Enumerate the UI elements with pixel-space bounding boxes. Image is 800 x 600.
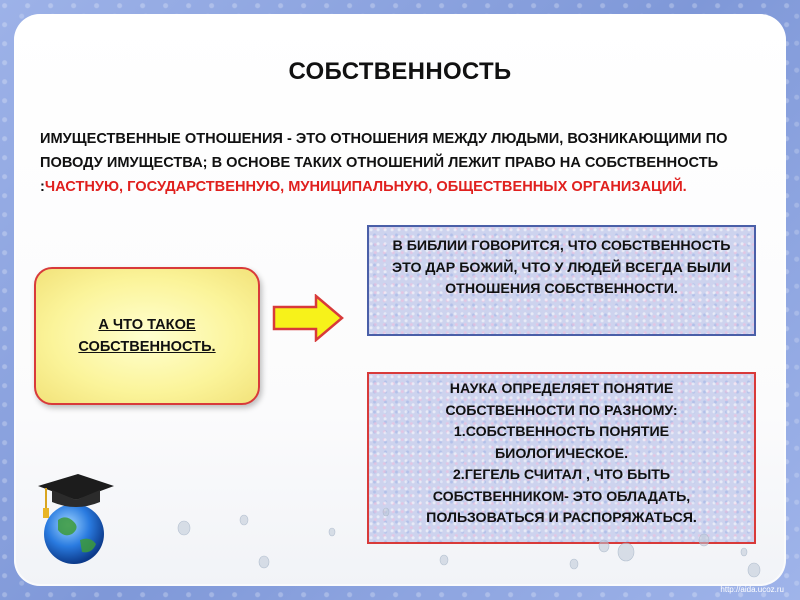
question-text: А ЧТО ТАКОЕ СОБСТВЕННОСТЬ. xyxy=(78,317,216,355)
science-line: 1.СОБСТВЕННОСТЬ ПОНЯТИЕ xyxy=(453,424,670,440)
bible-text: В БИБЛИИ ГОВОРИТСЯ, ЧТО СОБСТВЕННОСТЬ ЭТО ДАР БОЖИЙ, ЧТО У ЛЮДЕЙ ВСЕГДА БЫЛИ ОТНОШЕНИЯ СОБСТВЕННОСТИ. xyxy=(392,238,731,297)
right-arrow-icon xyxy=(272,294,344,342)
science-line: 2.ГЕГЕЛЬ СЧИТАЛ , ЧТО БЫТЬ xyxy=(452,467,671,483)
science-line: БИОЛОГИЧЕСКОЕ. xyxy=(494,445,629,462)
question-box[interactable] xyxy=(34,267,260,405)
science-line: ПОЛЬЗОВАТЬСЯ И РАСПОРЯЖАТЬСЯ. xyxy=(426,510,697,526)
science-line: НАУКА ОПРЕДЕЛЯЕТ ПОНЯТИЕ xyxy=(449,381,674,397)
intro-text: ИМУЩЕСТВЕННЫЕ ОТНОШЕНИЯ - ЭТО ОТНОШЕНИЯ МЕЖДУ ЛЮДЬМИ, ВОЗНИКАЮЩИМИ ПО ПОВОДУ ИМУЩЕСТВА; В ОСНОВЕ ТАКИХ ОТНОШЕНИЙ ЛЕЖИТ ПРАВО НА СОБСТВЕННОСТЬ : xyxy=(40,131,728,195)
science-line: СОБСТВЕННОСТИ ПО РАЗНОМУ: xyxy=(445,402,678,419)
intro-paragraph xyxy=(40,127,740,199)
science-line: СОБСТВЕННИКОМ- ЭТО ОБЛАДАТЬ, xyxy=(432,488,691,505)
footer-url: http://aida.ucoz.ru xyxy=(720,585,784,594)
bible-box xyxy=(367,225,756,336)
graduation-cap-globe-icon xyxy=(36,470,116,570)
intro-highlight: ЧАСТНУЮ, ГОСУДАРСТВЕННУЮ, МУНИЦИПАЛЬНУЮ, ОБЩЕСТВЕННЫХ ОРГАНИЗАЦИЙ. xyxy=(44,179,687,195)
science-box xyxy=(367,372,756,544)
slide-title: СОБСТВЕННОСТЬ xyxy=(288,58,512,85)
